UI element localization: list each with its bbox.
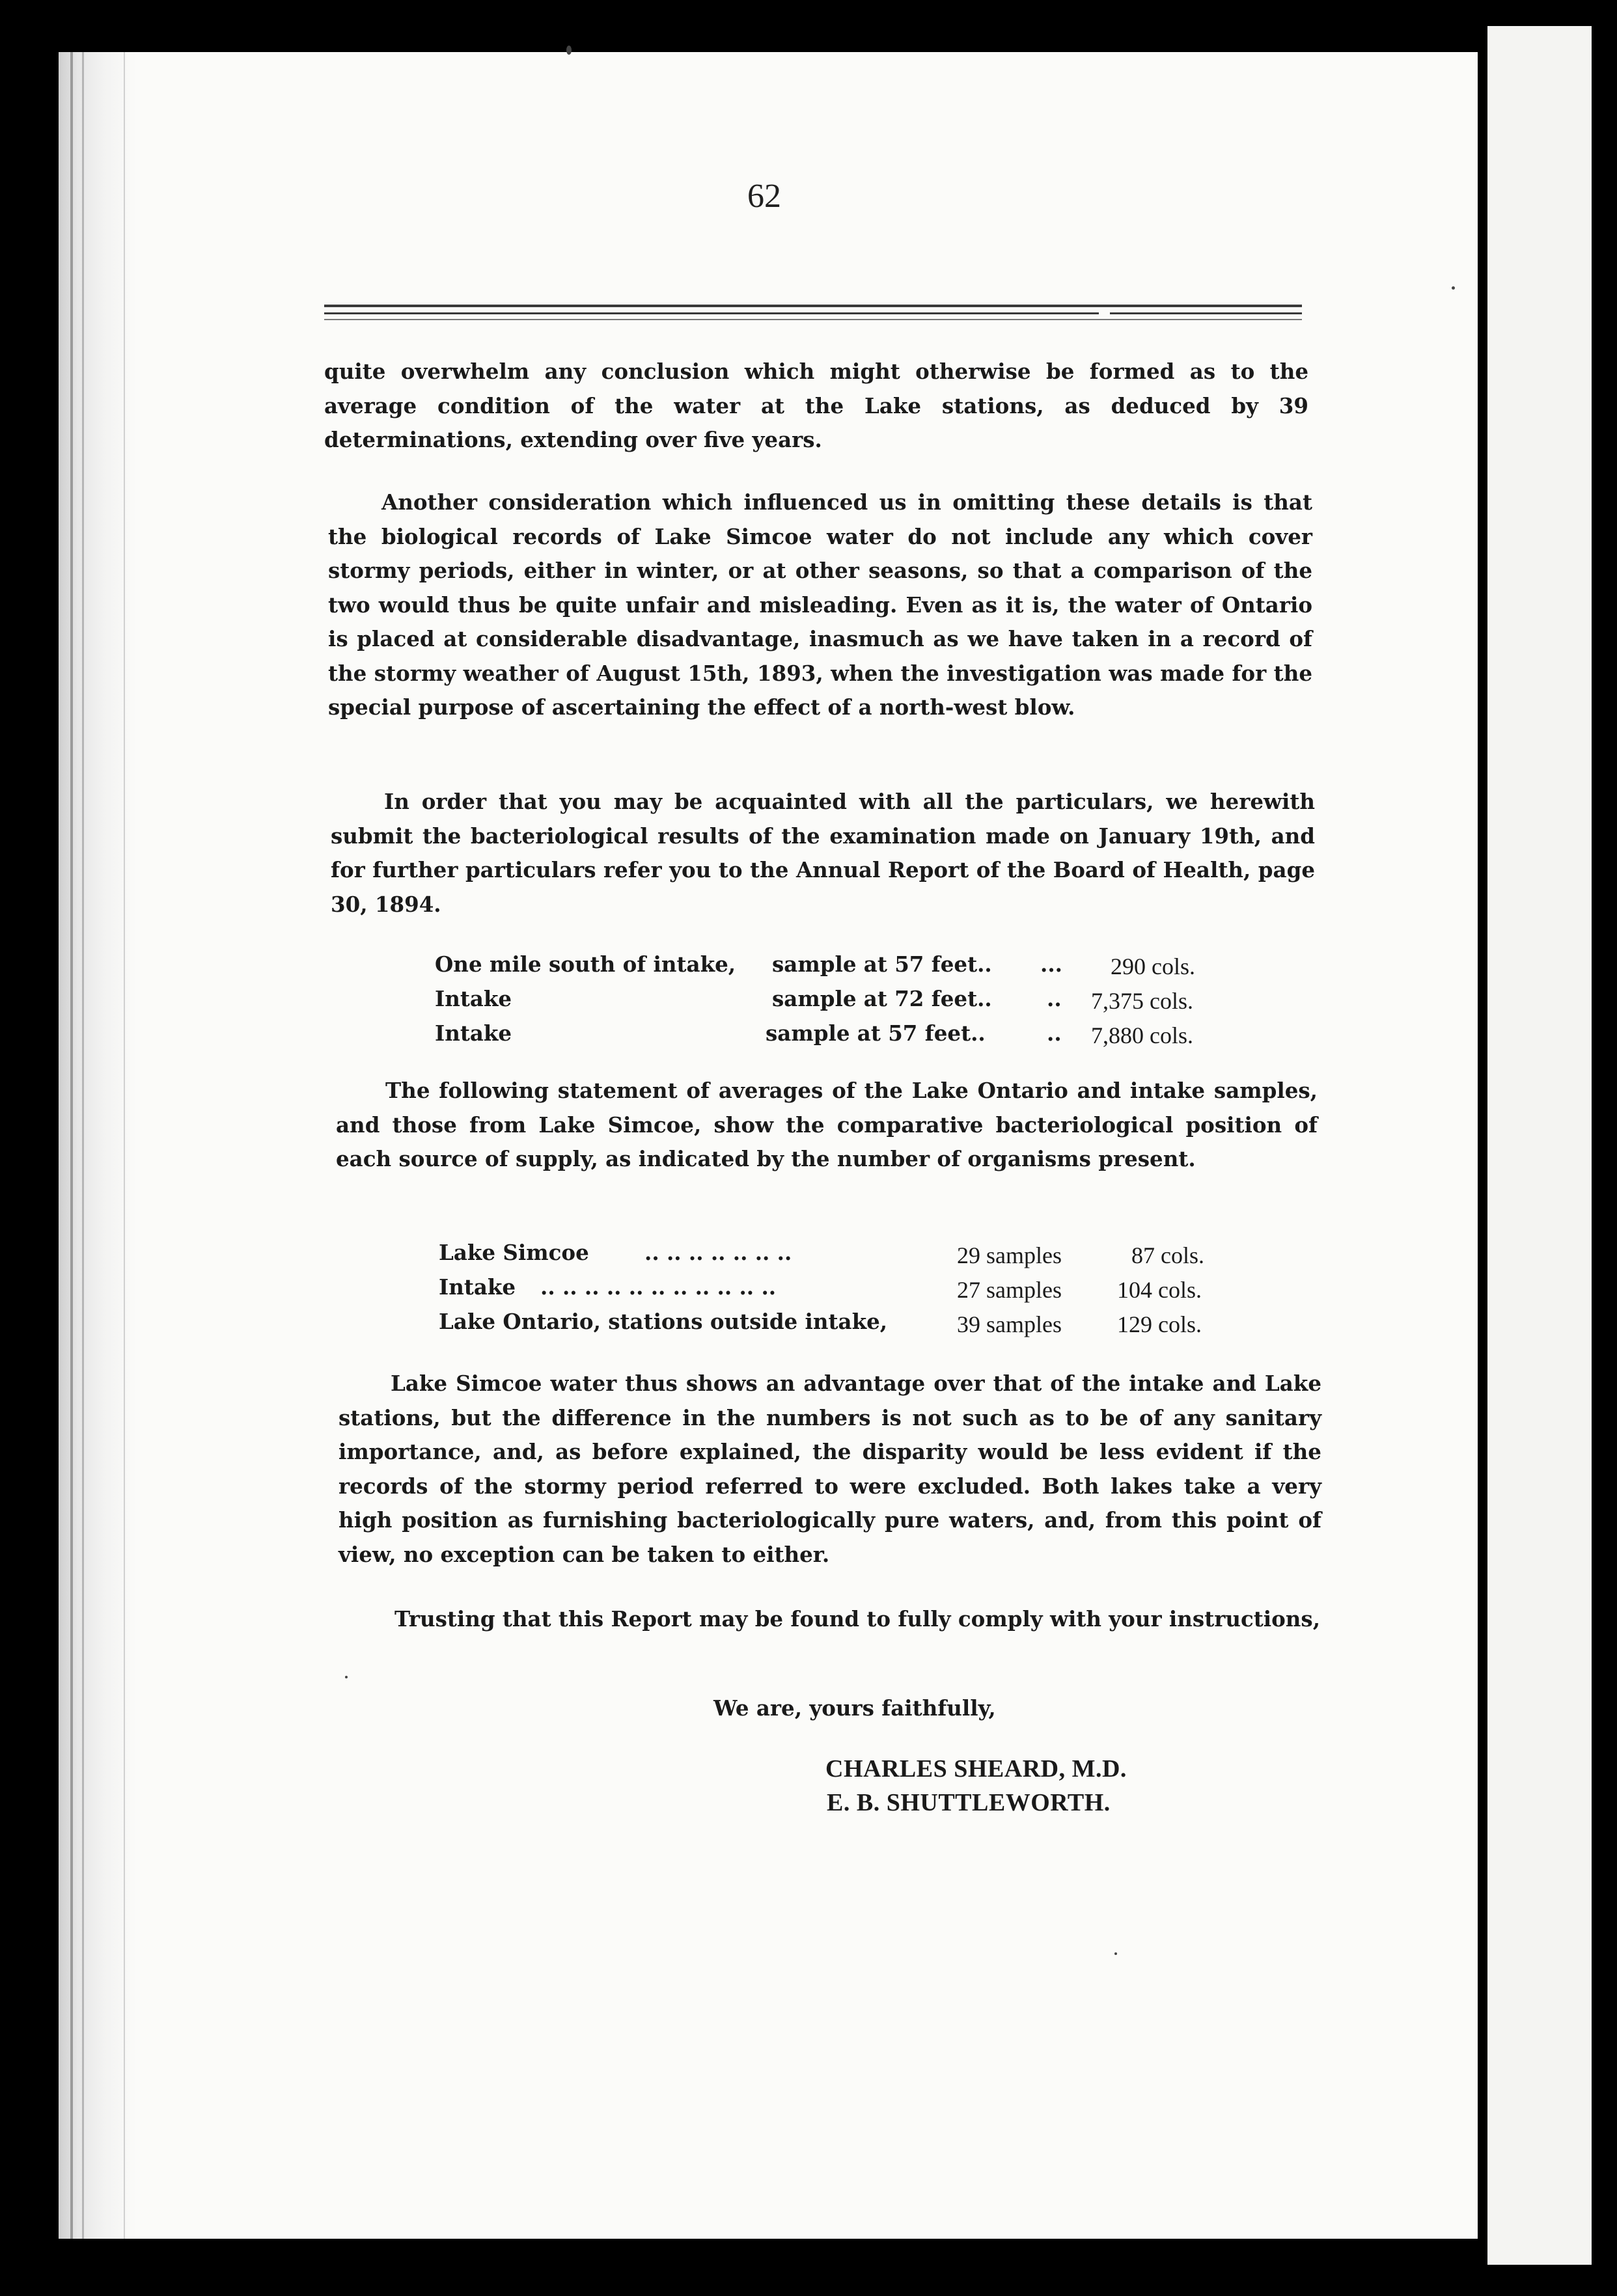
table2-location: Lake Simcoe — [439, 1240, 589, 1265]
scan-speck — [1114, 1952, 1117, 1955]
table2-samples: 27 samples — [957, 1277, 1062, 1303]
paragraph-in-order: In order that you may be acquainted with all the particulars, we herewith submit the bacteriological results of the examination made on January 19th, and for further particulars refer you to the Annual Report of the Board of Health, page 30, 1894. — [331, 789, 1315, 917]
table2-value: 129 cols. — [1117, 1311, 1202, 1337]
table1-sample: sample at 57 feet.. — [772, 951, 992, 977]
table1-row — [435, 951, 736, 977]
table1-row — [772, 951, 992, 977]
table1-value: 7,880 cols. — [1091, 1022, 1193, 1048]
table1-row — [435, 1020, 512, 1046]
table1-dots: .. — [1047, 986, 1062, 1011]
table2-samples: 29 samples — [957, 1242, 1062, 1268]
paragraph-another-consideration: Another consideration which influenced us in omitting these details is that the biological records of Lake Simcoe water do not include any which cover stormy periods, either in winter, or at other seasons, so that a comparison of the two would thus be quite unfair and misleading. Even as it is, the water of Ontario is placed at considerable disadvantage, inasmuch as we have taken in a record of the stormy weather of August 15th, 1893, when the investigation was made for the special purpose of ascertaining the effect of a north-west blow. — [328, 489, 1312, 720]
binding-shadow — [82, 52, 84, 2239]
table1-row — [766, 1020, 986, 1046]
closing-salutation: We are, yours faithfully, — [713, 1695, 996, 1721]
table1-sample: sample at 57 feet.. — [766, 1020, 986, 1046]
table1-dots: .. — [1047, 1020, 1062, 1046]
table1-row — [1047, 1020, 1062, 1046]
table1-row — [1047, 986, 1062, 1011]
table1-sample: sample at 72 feet.. — [772, 986, 992, 1011]
table2-location: Intake — [439, 1274, 516, 1300]
table1-value: 290 cols. — [1111, 953, 1195, 979]
signature-shuttleworth: E. B. SHUTTLEWORTH. — [827, 1789, 1111, 1816]
signature-sheard: CHARLES SHEARD, M.D. — [825, 1755, 1127, 1783]
paragraph-lake-simcoe-advantage: Lake Simcoe water thus shows an advantage over that of the intake and Lake stations, but the difference in the numbers is not such as to be of any sanitary importance, and, as before explained, the disparity would be less evident if the records of the stormy period referred to were excluded. Both lakes take a very high position as furnishing bacteriologically pure waters, and, from this point of view, no exception can be taken to either. — [339, 1371, 1321, 1567]
table1-row — [435, 986, 512, 1011]
scan-speck — [566, 46, 572, 55]
table2-dots: .. .. .. .. .. .. .. .. .. .. .. — [540, 1274, 777, 1300]
table1-location: One mile south of intake, — [435, 951, 736, 977]
table2-location: Lake Ontario, stations outside intake, — [439, 1309, 888, 1334]
table1-location: Intake — [435, 1020, 512, 1046]
binding-shadow — [124, 52, 125, 2239]
header-rule — [324, 312, 1099, 314]
table1-location: Intake — [435, 986, 512, 1011]
table2-samples: 39 samples — [957, 1311, 1062, 1337]
binding-shadow — [70, 52, 73, 2239]
table1-row — [1040, 951, 1062, 977]
table2-value: 87 cols. — [1131, 1242, 1204, 1268]
paragraph-continuation: quite overwhelm any conclusion which might otherwise be formed as to the average condition of the water at the Lake stations, as deduced by 39 determinations, extending over five years. — [324, 359, 1308, 452]
adjacent-page — [1487, 26, 1592, 2265]
table1-value: 7,375 cols. — [1091, 988, 1193, 1014]
header-rule — [324, 305, 1302, 307]
table1-row — [772, 986, 992, 1011]
scan-speck — [345, 1676, 348, 1678]
table2-value: 104 cols. — [1117, 1277, 1202, 1303]
header-rule — [1110, 312, 1302, 314]
scan-speck — [1452, 286, 1455, 290]
table1-dots: ... — [1040, 951, 1062, 977]
table2-dots: .. .. .. .. .. .. .. — [644, 1240, 792, 1265]
paragraph-following-statement: The following statement of averages of the Lake Ontario and intake samples, and those from Lake Simcoe, show the comparative bacteriological position of each source of supply, as indicated by the number of organisms present. — [336, 1078, 1318, 1171]
paragraph-trusting: Trusting that this Report may be found to fully comply with your instructions, — [394, 1606, 1321, 1632]
header-rule — [324, 319, 1302, 320]
page-number: 62 — [747, 178, 781, 215]
